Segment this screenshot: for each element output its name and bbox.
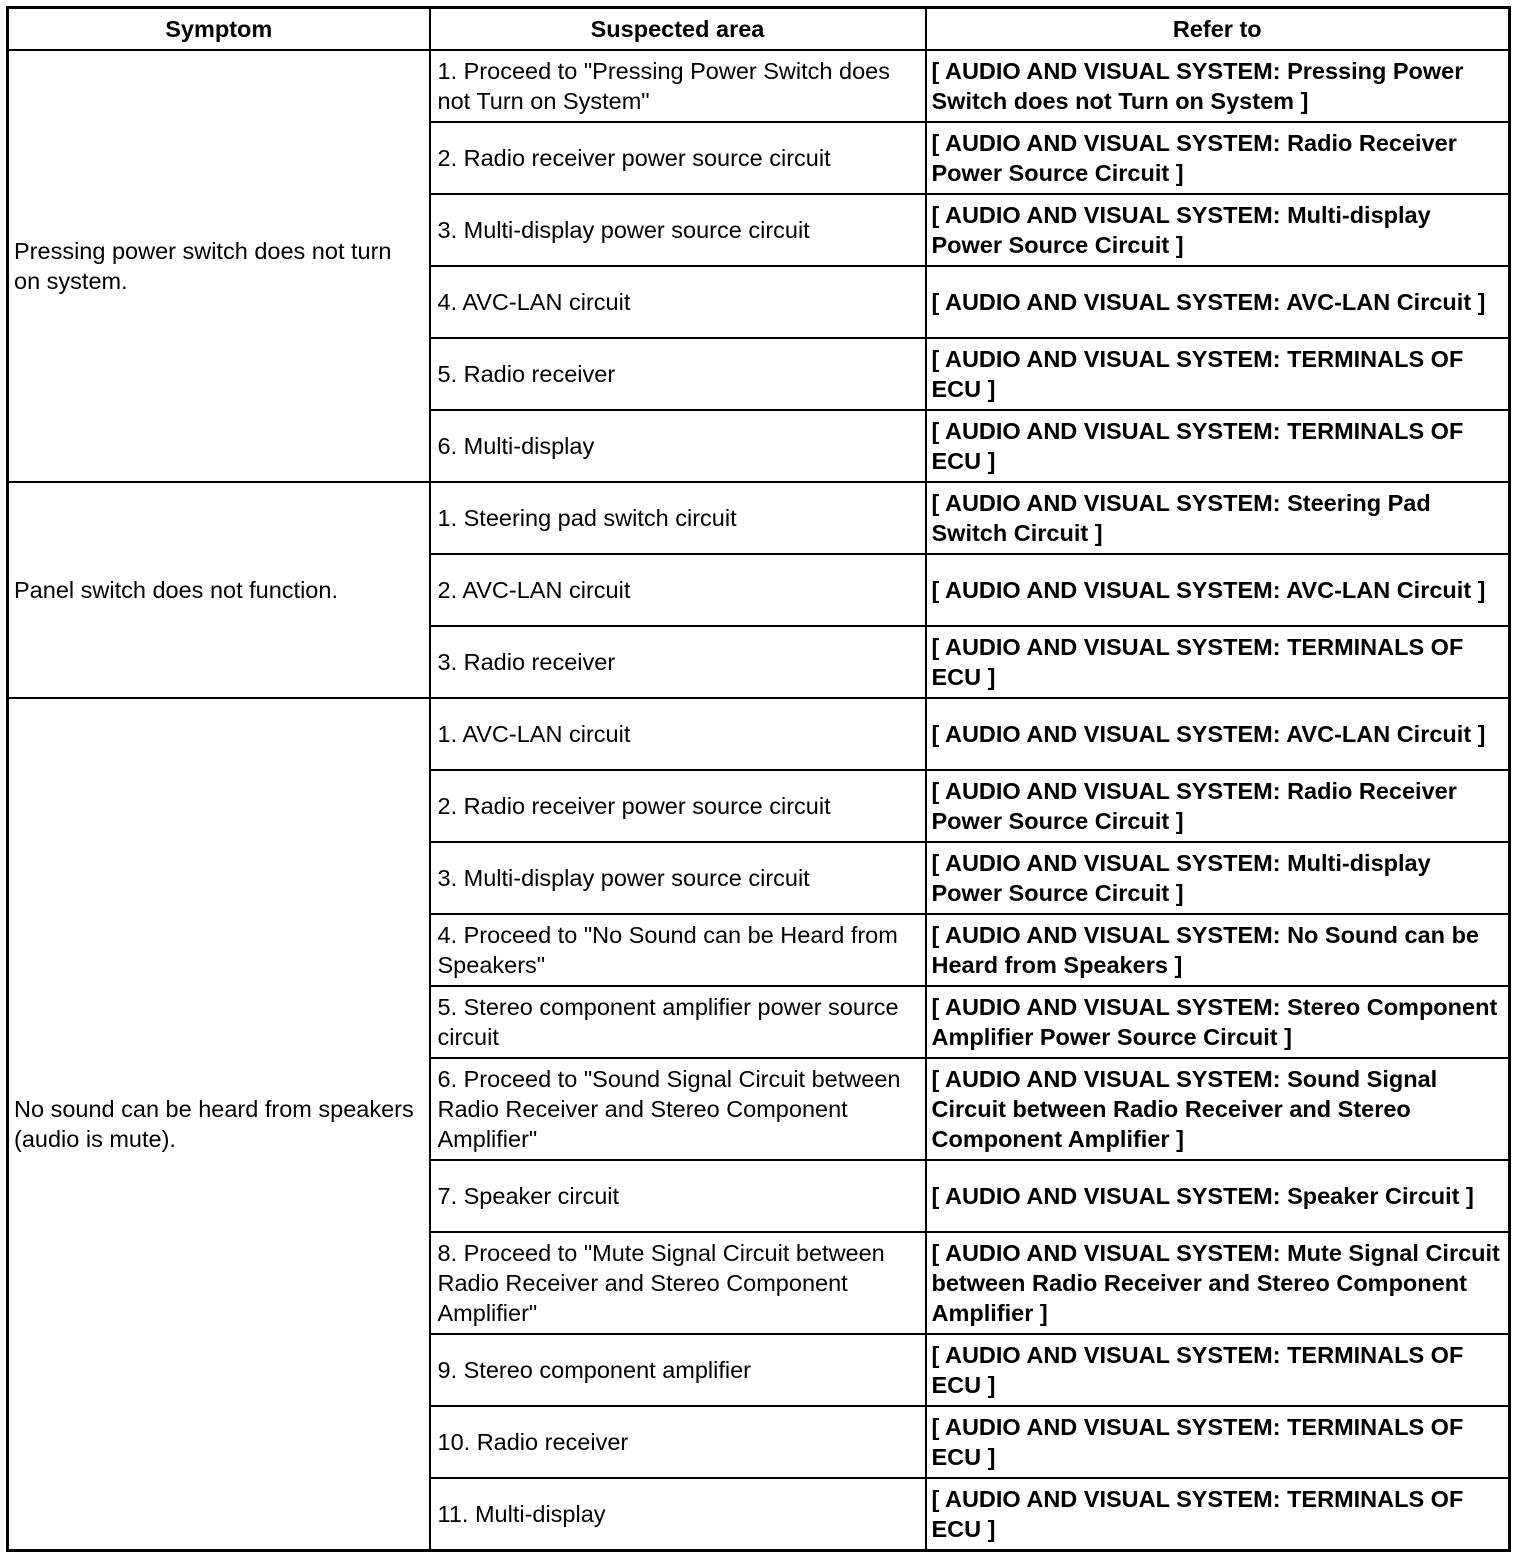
suspected-area-cell: 4. AVC-LAN circuit [430, 266, 926, 338]
refer-to-link[interactable]: [ AUDIO AND VISUAL SYSTEM: Steering Pad Switch Circuit ] [926, 482, 1510, 554]
symptom-table-container [6, 6, 1511, 1552]
refer-to-link[interactable]: [ AUDIO AND VISUAL SYSTEM: Mute Signal Circuit between Radio Receiver and Stereo Component Amplifier ] [926, 1232, 1510, 1334]
suspected-area-cell: 1. Proceed to "Pressing Power Switch does not Turn on System" [430, 50, 926, 122]
suspected-area-cell: 3. Radio receiver [430, 626, 926, 698]
refer-to-link[interactable]: [ AUDIO AND VISUAL SYSTEM: AVC-LAN Circuit ] [926, 554, 1510, 626]
refer-to-link[interactable]: [ AUDIO AND VISUAL SYSTEM: TERMINALS OF ECU ] [926, 626, 1510, 698]
refer-to-link[interactable]: [ AUDIO AND VISUAL SYSTEM: Multi-display Power Source Circuit ] [926, 194, 1510, 266]
suspected-area-cell: 11. Multi-display [430, 1478, 926, 1551]
table-row [8, 50, 1510, 122]
table-header-row [8, 8, 1510, 51]
symptom-cell: No sound can be heard from speakers (audio is mute). [8, 698, 430, 1551]
suspected-area-cell: 1. AVC-LAN circuit [430, 698, 926, 770]
refer-to-link[interactable]: [ AUDIO AND VISUAL SYSTEM: Multi-display Power Source Circuit ] [926, 842, 1510, 914]
header-refer-to: Refer to [926, 8, 1510, 51]
symptom-cell: Pressing power switch does not turn on system. [8, 50, 430, 482]
refer-to-link[interactable]: [ AUDIO AND VISUAL SYSTEM: Pressing Power Switch does not Turn on System ] [926, 50, 1510, 122]
suspected-area-cell: 6. Multi-display [430, 410, 926, 482]
suspected-area-cell: 3. Multi-display power source circuit [430, 194, 926, 266]
table-row [8, 698, 1510, 770]
refer-to-link[interactable]: [ AUDIO AND VISUAL SYSTEM: AVC-LAN Circuit ] [926, 266, 1510, 338]
suspected-area-cell: 2. AVC-LAN circuit [430, 554, 926, 626]
refer-to-link[interactable]: [ AUDIO AND VISUAL SYSTEM: TERMINALS OF ECU ] [926, 338, 1510, 410]
suspected-area-cell: 2. Radio receiver power source circuit [430, 770, 926, 842]
refer-to-link[interactable]: [ AUDIO AND VISUAL SYSTEM: Sound Signal Circuit between Radio Receiver and Stereo Component Amplifier ] [926, 1058, 1510, 1160]
suspected-area-cell: 3. Multi-display power source circuit [430, 842, 926, 914]
refer-to-link[interactable]: [ AUDIO AND VISUAL SYSTEM: TERMINALS OF ECU ] [926, 1334, 1510, 1406]
suspected-area-cell: 10. Radio receiver [430, 1406, 926, 1478]
refer-to-link[interactable]: [ AUDIO AND VISUAL SYSTEM: TERMINALS OF ECU ] [926, 410, 1510, 482]
refer-to-link[interactable]: [ AUDIO AND VISUAL SYSTEM: TERMINALS OF ECU ] [926, 1406, 1510, 1478]
refer-to-link[interactable]: [ AUDIO AND VISUAL SYSTEM: TERMINALS OF ECU ] [926, 1478, 1510, 1551]
refer-to-link[interactable]: [ AUDIO AND VISUAL SYSTEM: Stereo Component Amplifier Power Source Circuit ] [926, 986, 1510, 1058]
suspected-area-cell: 7. Speaker circuit [430, 1160, 926, 1232]
refer-to-link[interactable]: [ AUDIO AND VISUAL SYSTEM: Radio Receiver Power Source Circuit ] [926, 770, 1510, 842]
header-symptom: Symptom [8, 8, 430, 51]
suspected-area-cell: 5. Radio receiver [430, 338, 926, 410]
suspected-area-cell: 2. Radio receiver power source circuit [430, 122, 926, 194]
refer-to-link[interactable]: [ AUDIO AND VISUAL SYSTEM: AVC-LAN Circuit ] [926, 698, 1510, 770]
suspected-area-cell: 1. Steering pad switch circuit [430, 482, 926, 554]
symptom-cell: Panel switch does not function. [8, 482, 430, 698]
suspected-area-cell: 6. Proceed to "Sound Signal Circuit between Radio Receiver and Stereo Component Amplifier" [430, 1058, 926, 1160]
suspected-area-cell: 4. Proceed to "No Sound can be Heard from Speakers" [430, 914, 926, 986]
problem-symptoms-table [6, 6, 1511, 1552]
refer-to-link[interactable]: [ AUDIO AND VISUAL SYSTEM: No Sound can be Heard from Speakers ] [926, 914, 1510, 986]
table-row [8, 482, 1510, 554]
suspected-area-cell: 9. Stereo component amplifier [430, 1334, 926, 1406]
header-suspected-area: Suspected area [430, 8, 926, 51]
suspected-area-cell: 8. Proceed to "Mute Signal Circuit between Radio Receiver and Stereo Component Amplifier" [430, 1232, 926, 1334]
refer-to-link[interactable]: [ AUDIO AND VISUAL SYSTEM: Speaker Circuit ] [926, 1160, 1510, 1232]
suspected-area-cell: 5. Stereo component amplifier power source circuit [430, 986, 926, 1058]
refer-to-link[interactable]: [ AUDIO AND VISUAL SYSTEM: Radio Receiver Power Source Circuit ] [926, 122, 1510, 194]
